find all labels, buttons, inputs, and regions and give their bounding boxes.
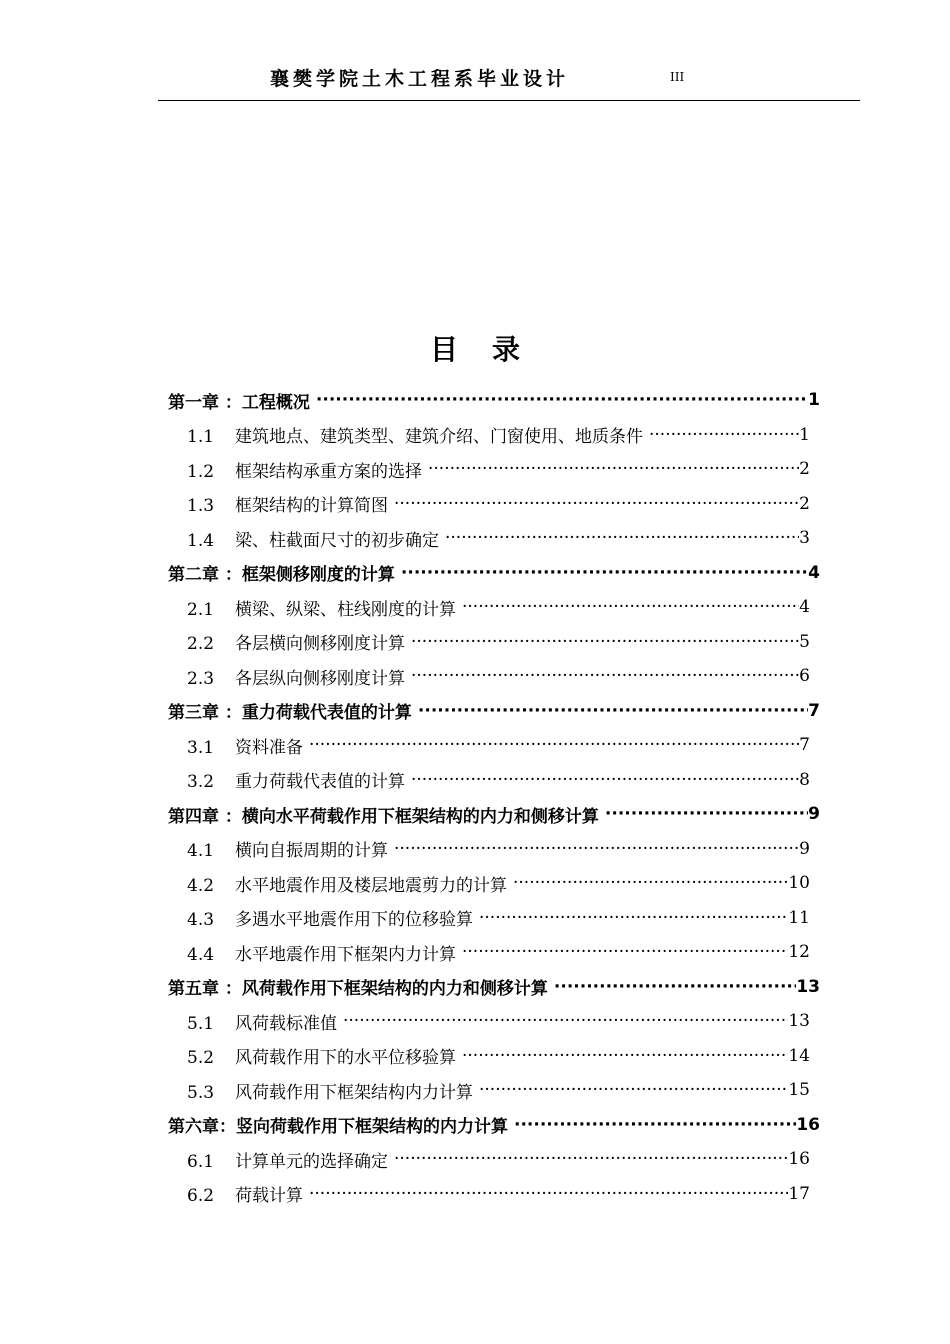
- toc-section-entry[interactable]: [187, 1142, 810, 1176]
- header-title: 襄樊学院土木工程系毕业设计: [270, 68, 570, 90]
- toc-section-entry[interactable]: [187, 1039, 810, 1073]
- header-page-number: III: [670, 70, 685, 84]
- toc-entry-label: 重力荷载代表值的计算: [235, 772, 405, 792]
- toc-chapter-entry[interactable]: [168, 1108, 820, 1142]
- toc-entry-label: 荷载计算: [235, 1186, 303, 1206]
- toc-entry-label: 计算单元的选择确定: [235, 1151, 388, 1172]
- toc-leader-dots: [479, 908, 788, 928]
- toc-entry-label: 风荷载作用下框架结构内力计算: [235, 1082, 473, 1103]
- toc-leader-dots: [411, 666, 799, 686]
- toc-section-entry[interactable]: [187, 1004, 810, 1038]
- toc-entry-page: 8: [799, 769, 810, 790]
- toc-leader-dots: [411, 770, 799, 790]
- toc-entry-title: [187, 664, 405, 689]
- toc-entry-page: 14: [788, 1045, 810, 1066]
- toc-entry-page: 2: [799, 459, 810, 479]
- toc-entry-page: 5: [799, 631, 810, 652]
- toc-section-entry[interactable]: [187, 452, 810, 486]
- toc-entry-number: 2.1: [187, 599, 215, 620]
- toc-entry-page: 13: [788, 1011, 810, 1031]
- toc-entry-title: [187, 836, 388, 861]
- toc-entry-label: 各层纵向侧移刚度计算: [235, 668, 405, 689]
- toc-leader-dots: [605, 804, 808, 824]
- toc-entry-page: 11: [788, 907, 810, 928]
- toc-entry-number: 1.2: [187, 461, 215, 482]
- toc-entry-label: 第四章 ：横向水平荷载作用下框架结构的内力和侧移计算: [168, 806, 599, 827]
- toc-entry-page: 4: [799, 597, 810, 617]
- page-header: [158, 62, 860, 101]
- toc-entry-page: 9: [808, 804, 820, 824]
- toc-entry-page: 1: [799, 424, 810, 445]
- toc-entry-label: 建筑地点、建筑类型、建筑介绍、门窗使用、地质条件: [235, 427, 643, 447]
- toc-entry-number: 1.4: [187, 530, 215, 551]
- toc-entry-label: 横向自振周期的计算: [235, 841, 388, 861]
- toc-section-entry[interactable]: [187, 901, 810, 935]
- toc-entry-title: [187, 767, 405, 792]
- toc-entry-title: [187, 595, 456, 620]
- toc-entry-title: [187, 457, 422, 482]
- toc-entry-number: 1.3: [187, 496, 215, 516]
- toc-entry-number: 3.2: [187, 772, 215, 792]
- toc-entry-page: 7: [808, 700, 820, 721]
- toc-leader-dots: [316, 390, 808, 410]
- toc-entry-label: 水平地震作用下框架内力计算: [235, 944, 456, 965]
- toc-entry-number: 5.3: [187, 1082, 215, 1103]
- toc-leader-dots: [343, 1011, 788, 1031]
- toc-entry-label: 梁、柱截面尺寸的初步确定: [235, 530, 439, 551]
- toc-entry-title: [187, 629, 405, 654]
- toc-entry-label: 风荷载作用下的水平位移验算: [235, 1048, 456, 1068]
- toc-entry-number: 6.2: [187, 1186, 215, 1206]
- toc-section-entry[interactable]: [187, 763, 810, 797]
- toc-section-entry[interactable]: [187, 832, 810, 866]
- toc-entry-page: 1: [808, 390, 820, 410]
- toc-entry-label: 各层横向侧移刚度计算: [235, 634, 405, 654]
- toc-entry-label: 框架结构的计算简图: [235, 496, 388, 516]
- toc-leader-dots: [554, 977, 796, 997]
- toc-section-entry[interactable]: [187, 866, 810, 900]
- toc-entry-number: 5.1: [187, 1013, 215, 1034]
- toc-entry-page: 16: [796, 1114, 820, 1135]
- toc-section-entry[interactable]: [187, 590, 810, 624]
- toc-entry-title: [187, 1147, 388, 1172]
- toc-entry-title: [187, 1009, 337, 1034]
- toc-leader-dots: [394, 839, 799, 859]
- toc-entry-title: [168, 388, 310, 413]
- toc-section-entry[interactable]: [187, 521, 810, 555]
- toc-entry-page: 7: [799, 735, 810, 755]
- toc-entry-number: 5.2: [187, 1048, 215, 1068]
- toc-leader-dots: [514, 1115, 796, 1135]
- toc-leader-dots: [513, 873, 788, 893]
- toc-entry-number: 2.2: [187, 634, 215, 654]
- toc-leader-dots: [649, 425, 799, 445]
- toc-entry-title: [187, 1043, 456, 1068]
- toc-entry-label: 框架结构承重方案的选择: [235, 461, 422, 482]
- toc-section-entry[interactable]: [187, 418, 810, 452]
- toc-entry-title: [187, 526, 439, 551]
- toc-entry-label: 多遇水平地震作用下的位移验算: [235, 910, 473, 930]
- toc-entry-label: 第五章 ：风荷载作用下框架结构的内力和侧移计算: [168, 979, 548, 999]
- toc-entry-label: 第二章 ：框架侧移刚度的计算: [168, 565, 395, 585]
- toc-chapter-entry[interactable]: [168, 970, 820, 1004]
- toc-entry-title: [187, 940, 456, 965]
- toc-entry-title: [187, 1078, 473, 1103]
- toc-entry-title: [168, 1112, 508, 1137]
- toc-entry-number: 4.2: [187, 875, 215, 896]
- toc-leader-dots: [394, 1149, 788, 1169]
- toc-leader-dots: [394, 494, 799, 514]
- toc-leader-dots: [445, 528, 799, 548]
- toc-entry-title: [187, 422, 643, 447]
- toc-entry-number: 6.1: [187, 1151, 215, 1172]
- toc-entry-page: 4: [808, 562, 820, 583]
- toc-entry-page: 6: [799, 666, 810, 686]
- toc-title: 目录: [429, 333, 554, 366]
- toc-chapter-entry[interactable]: [168, 556, 820, 590]
- toc-entry-label: 水平地震作用及楼层地震剪力的计算: [235, 875, 507, 896]
- toc-leader-dots: [462, 597, 799, 617]
- toc-chapter-entry[interactable]: [168, 797, 820, 831]
- toc-entry-title: [187, 491, 388, 516]
- toc-entry-label: 横梁、纵梁、柱线刚度的计算: [235, 599, 456, 620]
- toc-leader-dots: [309, 1184, 788, 1204]
- toc-entry-number: 4.1: [187, 841, 215, 861]
- toc-section-entry[interactable]: [187, 728, 810, 762]
- toc-entry-label: 第一章 ：工程概况: [168, 392, 310, 413]
- toc-entry-number: 3.1: [187, 737, 215, 758]
- toc-entry-label: 第六章：竖向荷载作用下框架结构的内力计算: [168, 1117, 508, 1137]
- toc-section-entry[interactable]: [187, 625, 810, 659]
- toc-chapter-entry[interactable]: [168, 694, 820, 728]
- toc-leader-dots: [462, 942, 788, 962]
- toc-section-entry[interactable]: [187, 487, 810, 521]
- toc-entry-page: 15: [788, 1080, 810, 1100]
- toc-leader-dots: [309, 735, 799, 755]
- toc-entry-title: [187, 871, 507, 896]
- toc-entry-label: 第三章 ：重力荷载代表值的计算: [168, 703, 412, 723]
- toc-section-entry[interactable]: [187, 659, 810, 693]
- toc-entry-label: 风荷载标准值: [235, 1013, 337, 1034]
- toc-entry-title: [168, 560, 395, 585]
- toc-leader-dots: [428, 459, 799, 479]
- toc-entry-number: 2.3: [187, 668, 215, 689]
- toc-entry-title: [187, 733, 303, 758]
- toc-entry-title: [168, 698, 412, 723]
- toc-entry-label: 资料准备: [235, 737, 303, 758]
- toc-entry-title: [187, 905, 473, 930]
- toc-entry-number: 1.1: [187, 427, 215, 447]
- toc-leader-dots: [401, 563, 808, 583]
- toc-entry-page: 10: [788, 873, 810, 893]
- toc-section-entry[interactable]: [187, 1073, 810, 1107]
- toc-entry-title: [168, 974, 548, 999]
- toc-entry-page: 9: [799, 838, 810, 859]
- toc-leader-dots: [411, 632, 799, 652]
- toc-entry-title: [168, 802, 599, 827]
- toc-entry-page: 16: [788, 1149, 810, 1169]
- toc-entry-page: 12: [788, 942, 810, 962]
- toc-entry-title: [187, 1181, 303, 1206]
- toc-leader-dots: [479, 1080, 788, 1100]
- toc-entry-number: 4.3: [187, 910, 215, 930]
- toc-leader-dots: [462, 1046, 788, 1066]
- toc-entry-page: 3: [799, 528, 810, 548]
- toc-entry-page: 2: [799, 493, 810, 514]
- toc-section-entry[interactable]: [187, 935, 810, 969]
- toc-section-entry[interactable]: [187, 1177, 810, 1211]
- toc-entry-number: 4.4: [187, 944, 215, 965]
- toc-leader-dots: [418, 701, 808, 721]
- toc-entry-page: 17: [788, 1183, 810, 1204]
- toc-chapter-entry[interactable]: [168, 383, 820, 417]
- toc-entry-page: 13: [796, 976, 820, 997]
